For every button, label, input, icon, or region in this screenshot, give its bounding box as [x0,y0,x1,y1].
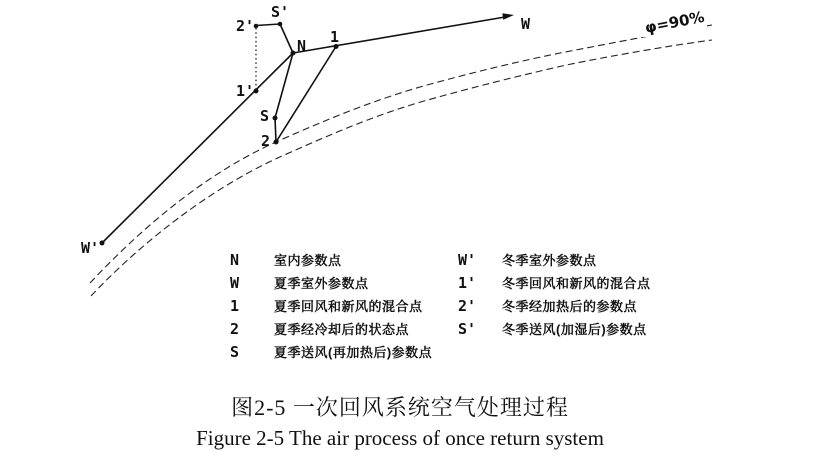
legend-summer-column [230,250,432,365]
point-2prime [254,24,259,29]
arrowhead-w [502,13,514,20]
legend-winter-column [458,250,651,342]
legend-description: 夏季经冷却后的状态点 [274,322,410,337]
legend-row-1 [230,296,432,319]
legend-description: 冬季室外参数点 [502,253,597,268]
legend-description: 冬季送风(加湿后)参数点 [502,322,647,337]
caption-english: Figure 2-5 The air process of once return system [196,426,604,450]
line-sprime-to-n [280,24,293,53]
label-sprime: S' [271,3,290,21]
legend-symbol: W' [458,251,477,269]
legend-symbol: W [230,274,240,292]
legend-description: 冬季回风和新风的混合点 [502,276,651,291]
line-s-to-2 [275,118,276,142]
label-2: 2 [261,132,271,150]
legend-row-2 [230,319,432,342]
label-1: 1 [330,28,340,46]
legend-symbol: 1' [458,274,477,292]
line-n-to-w [293,17,508,54]
figure-captions [0,391,800,451]
legend-row-wprime [458,250,651,273]
legend-symbol: 2' [458,297,477,315]
legend-symbol: S' [458,320,477,338]
legend-row-n [230,250,432,273]
legend-row-w [230,273,432,296]
label-n: N [297,37,307,55]
point-1prime [254,89,259,94]
caption-chinese: 图2-5 一次回风系统空气处理过程 [231,395,569,420]
phi-90-label: φ=90% [643,7,706,37]
legend-symbol: 2 [230,320,240,338]
legend-row-sprime [458,319,651,342]
point-sprime [278,22,283,27]
label-2prime: 2' [236,17,255,35]
legend-symbol: N [230,251,240,269]
legend-symbol: S [230,343,240,361]
legend-description: 冬季经加热后的参数点 [502,299,638,314]
legend-row-2prime [458,296,651,319]
legend-row-1prime [458,273,651,296]
point-wprime [100,241,105,246]
legend-description: 夏季送风(再加热后)参数点 [274,345,433,360]
label-w: W [521,15,531,33]
point-s [273,116,278,121]
legend-description: 夏季室外参数点 [274,276,369,291]
legend-symbol: 1 [230,297,240,315]
legend-description: 室内参数点 [274,253,342,268]
label-s: S [260,107,270,125]
label-1prime: 1' [236,82,255,100]
saturation-curve-upper [90,25,712,283]
line-2prime-to-sprime [256,24,280,26]
legend-description: 夏季回风和新风的混合点 [274,299,423,314]
legend-row-s [230,342,432,365]
point-2 [274,140,279,145]
label-wprime: W' [81,239,100,257]
point-n [291,51,296,56]
